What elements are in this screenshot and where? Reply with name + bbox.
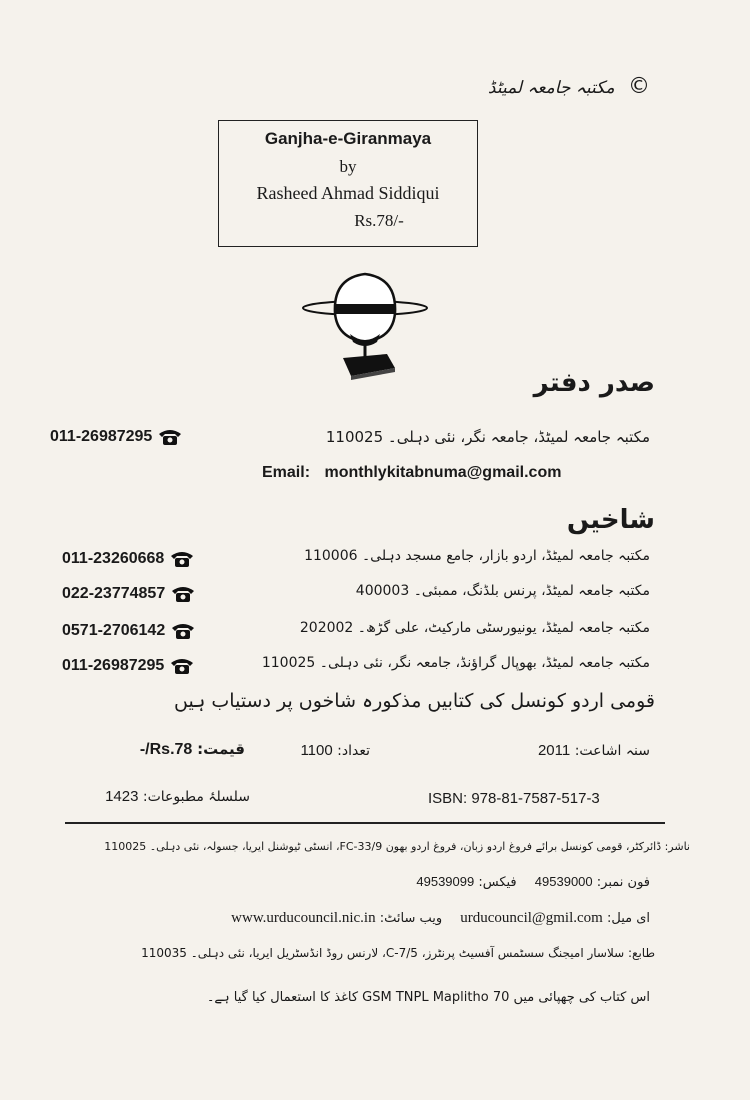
isbn: ISBN: 978-81-7587-517-3 bbox=[428, 790, 600, 807]
publisher-line: ناشر: ڈائرکٹر، قومی کونسل برائے فروغ اردو زبان، فروغ اردو بھون FC-33/9، انسٹی ٹیوشنل ایریا، جسولہ، نئی دہلی۔ 110025 bbox=[104, 840, 690, 853]
copyright-symbol: © bbox=[628, 74, 650, 99]
branch-phone-group-2 bbox=[62, 583, 196, 603]
title-box bbox=[218, 120, 478, 247]
head-office-email-line bbox=[262, 464, 561, 482]
book-by: by bbox=[339, 157, 357, 176]
availability-note: قومی اردو کونسل کی کتابیں مذکورہ شاخوں پر دستیاب ہیں bbox=[174, 690, 655, 712]
branch-phone-group-3 bbox=[62, 620, 196, 640]
fax-label: فیکس: bbox=[478, 875, 517, 890]
series-number bbox=[105, 788, 250, 805]
phone-value: 49539000 bbox=[534, 874, 593, 889]
branch-phone-group-1 bbox=[62, 548, 195, 568]
copies-value: 1100 bbox=[300, 742, 333, 759]
copyright-publisher: مکتبہ جامعہ لمیٹڈ bbox=[487, 78, 615, 98]
book-author: Rasheed Ahmad Siddiqui bbox=[256, 183, 440, 203]
series-value: 1423 bbox=[105, 788, 139, 805]
publisher-email[interactable]: urducouncil@gmil.com bbox=[460, 910, 603, 926]
contact-numbers bbox=[416, 874, 650, 890]
telephone-icon bbox=[169, 657, 195, 675]
email-label-urdu: ای میل: bbox=[606, 911, 650, 926]
copies-count bbox=[300, 742, 370, 759]
branch-phone-4: 011-26987295 bbox=[62, 657, 165, 674]
publisher-logo bbox=[295, 268, 435, 383]
copyright-line bbox=[488, 74, 650, 99]
publication-year-value: 2011 bbox=[537, 742, 571, 759]
price-line bbox=[140, 740, 245, 759]
email-label: Email: bbox=[262, 464, 311, 481]
printer-line: طابع: سلاسار امیجنگ سسٹمس آفسیٹ پرنٹرز، C-7/5، لارنس روڈ انڈسٹریل ایریا، نئی دہلی۔ 110035 bbox=[141, 946, 655, 960]
head-office-phone-group bbox=[50, 426, 183, 446]
branch-phone-2: 022-23774857 bbox=[62, 585, 166, 602]
head-office-phone: 011-26987295 bbox=[50, 428, 153, 445]
branch-phone-group-4 bbox=[62, 655, 195, 675]
price-value: Rs.78/- bbox=[139, 741, 193, 758]
price-label: قیمت: bbox=[197, 740, 245, 758]
series-label: سلسلۂ مطبوعات: bbox=[142, 789, 250, 805]
publication-year bbox=[538, 742, 650, 759]
fax-value: 49539099 bbox=[416, 874, 475, 889]
telephone-icon bbox=[170, 585, 196, 603]
telephone-icon bbox=[170, 622, 196, 640]
publisher-website[interactable]: www.urducouncil.nic.in bbox=[231, 910, 376, 926]
divider bbox=[65, 822, 665, 824]
paper-line: اس کتاب کی چھپائی میں 70 GSM TNPL Maplitho کاغذ کا استعمال کیا گیا ہے۔ bbox=[206, 990, 650, 1005]
publication-year-label: سنہ اشاعت: bbox=[574, 743, 650, 759]
phone-label: فون نمبر: bbox=[596, 875, 650, 890]
book-price: Rs.78/- bbox=[354, 211, 404, 230]
book-title: Ganjha-e-Giranmaya bbox=[264, 129, 432, 148]
branch-address-3: مکتبہ جامعہ لمیٹڈ، یونیورسٹی مارکیٹ، علی گڑھ۔ 202002 bbox=[299, 620, 650, 636]
copies-label: تعداد: bbox=[337, 743, 370, 759]
telephone-icon bbox=[169, 550, 195, 568]
head-office-address: مکتبہ جامعہ لمیٹڈ، جامعہ نگر، نئی دہلی۔ 110025 bbox=[325, 428, 650, 446]
email-address[interactable]: monthlykitabnuma@gmail.com bbox=[324, 464, 562, 481]
branch-address-2: مکتبہ جامعہ لمیٹڈ، پرنس بلڈنگ، ممبئی۔ 400003 bbox=[355, 583, 650, 599]
branch-phone-1: 011-23260668 bbox=[62, 550, 165, 567]
branch-address-4: مکتبہ جامعہ لمیٹڈ، بھوپال گراؤنڈ، جامعہ نگر، نئی دہلی۔ 110025 bbox=[261, 655, 650, 671]
branches-heading: شاخیں bbox=[566, 505, 655, 535]
branch-address-1: مکتبہ جامعہ لمیٹڈ، اردو بازار، جامع مسجد دہلی۔ 110006 bbox=[304, 548, 650, 564]
online-contacts bbox=[231, 910, 650, 927]
head-office-heading: صدر دفتر bbox=[533, 368, 655, 398]
telephone-icon bbox=[157, 428, 183, 446]
branch-phone-3: 0571-2706142 bbox=[62, 622, 166, 639]
website-label: ویب سائٹ: bbox=[379, 911, 443, 926]
